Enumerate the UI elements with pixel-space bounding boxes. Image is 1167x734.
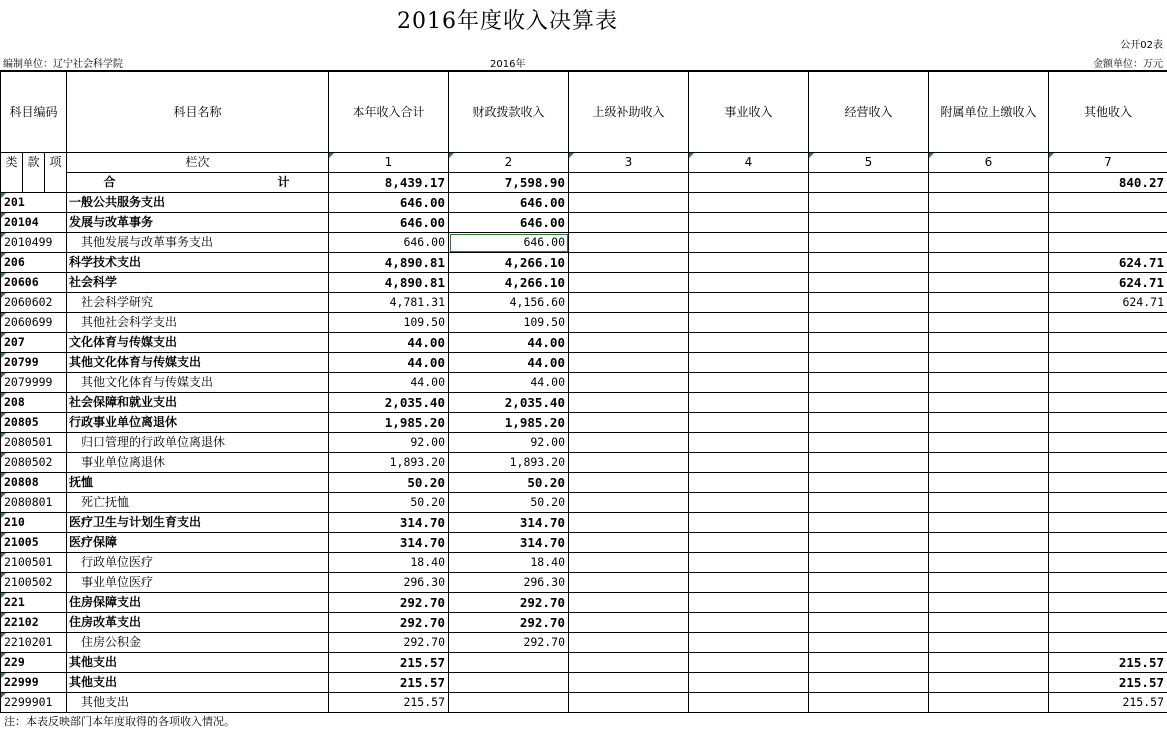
row-other[interactable] (1049, 393, 1167, 413)
total-amount: 8,439.17 (329, 173, 449, 193)
income-table (0, 70, 1167, 713)
table-row (1, 673, 1167, 693)
row-empty[interactable] (569, 273, 689, 293)
row-code[interactable]: 2010499 (1, 233, 67, 253)
row-empty[interactable] (929, 473, 1049, 493)
row-empty[interactable] (929, 333, 1049, 353)
row-other[interactable] (1049, 313, 1167, 333)
column-number-label: 栏次 (67, 153, 329, 173)
row-total[interactable]: 292.70 (329, 593, 449, 613)
row-empty[interactable] (929, 653, 1049, 673)
row-total[interactable]: 292.70 (329, 613, 449, 633)
row-name[interactable]: 归口管理的行政单位离退休 (67, 433, 329, 453)
row-code[interactable]: 2079999 (1, 373, 67, 393)
row-empty[interactable] (929, 413, 1049, 433)
header-row (1, 71, 1167, 153)
row-empty[interactable] (689, 473, 809, 493)
total-label-right: 计 (277, 175, 292, 189)
row-empty[interactable] (689, 193, 809, 213)
row-empty[interactable] (929, 393, 1049, 413)
row-empty[interactable] (809, 653, 929, 673)
row-empty[interactable] (929, 293, 1049, 313)
row-empty[interactable] (569, 493, 689, 513)
row-empty[interactable] (689, 633, 809, 653)
row-empty[interactable] (929, 193, 1049, 213)
row-empty[interactable] (689, 433, 809, 453)
row-code[interactable]: 22999 (1, 673, 67, 693)
row-total[interactable]: 4,781.31 (329, 293, 449, 313)
row-empty[interactable] (809, 193, 929, 213)
row-empty[interactable] (809, 533, 929, 553)
page-title: 2016年度收入决算表 (397, 9, 618, 34)
row-total[interactable]: 215.57 (329, 653, 449, 673)
row-empty[interactable] (689, 693, 809, 713)
row-name[interactable]: 其他发展与改革事务支出 (67, 233, 329, 253)
row-fiscal[interactable]: 1,985.20 (449, 413, 569, 433)
report-year: 2016年 (490, 59, 526, 70)
row-name[interactable]: 发展与改革事务 (67, 213, 329, 233)
row-empty[interactable] (809, 613, 929, 633)
row-empty[interactable] (689, 393, 809, 413)
total-label-left: 合 (103, 175, 118, 189)
row-fiscal[interactable]: 646.00 (449, 213, 569, 233)
row-other[interactable] (1049, 573, 1167, 593)
row-name[interactable]: 其他社会科学支出 (67, 313, 329, 333)
row-other[interactable] (1049, 353, 1167, 373)
row-empty[interactable] (809, 513, 929, 533)
row-empty[interactable] (569, 373, 689, 393)
row-name[interactable]: 住房保障支出 (67, 593, 329, 613)
row-other[interactable] (1049, 533, 1167, 553)
row-empty[interactable] (929, 233, 1049, 253)
row-other[interactable] (1049, 193, 1167, 213)
row-empty[interactable] (569, 573, 689, 593)
row-fiscal[interactable]: 44.00 (449, 353, 569, 373)
row-empty[interactable] (569, 293, 689, 313)
row-other[interactable]: 215.57 (1049, 693, 1167, 713)
row-empty[interactable] (809, 253, 929, 273)
row-name[interactable]: 社会科学研究 (67, 293, 329, 313)
row-total[interactable]: 44.00 (329, 373, 449, 393)
column-number-2: 2 (449, 153, 569, 173)
row-empty[interactable] (689, 673, 809, 693)
row-empty[interactable] (689, 413, 809, 433)
row-code[interactable]: 210 (1, 513, 67, 533)
row-empty[interactable] (809, 493, 929, 513)
row-code[interactable]: 229 (1, 653, 67, 673)
row-empty[interactable] (689, 253, 809, 273)
row-name[interactable]: 事业单位离退休 (67, 453, 329, 473)
row-name[interactable]: 住房改革支出 (67, 613, 329, 633)
table-row (1, 273, 1167, 293)
row-fiscal[interactable]: 50.20 (449, 493, 569, 513)
row-fiscal[interactable]: 50.20 (449, 473, 569, 493)
table-row (1, 473, 1167, 493)
row-total[interactable]: 314.70 (329, 533, 449, 553)
row-total[interactable]: 44.00 (329, 333, 449, 353)
row-fiscal[interactable]: 296.30 (449, 573, 569, 593)
row-empty[interactable] (809, 413, 929, 433)
row-total[interactable]: 296.30 (329, 573, 449, 593)
row-fiscal[interactable] (449, 673, 569, 693)
total-other: 840.27 (1049, 173, 1167, 193)
row-empty[interactable] (809, 673, 929, 693)
row-fiscal[interactable]: 646.00 (449, 193, 569, 213)
header-col-2: 财政拨款收入 (449, 71, 569, 153)
row-empty[interactable] (689, 533, 809, 553)
row-empty[interactable] (569, 653, 689, 673)
table-row (1, 393, 1167, 413)
row-empty[interactable] (929, 573, 1049, 593)
row-empty[interactable] (929, 673, 1049, 693)
row-name[interactable]: 文化体育与传媒支出 (67, 333, 329, 353)
row-name[interactable]: 医疗保障 (67, 533, 329, 553)
row-other[interactable]: 215.57 (1049, 673, 1167, 693)
table-row (1, 313, 1167, 333)
row-fiscal[interactable]: 18.40 (449, 553, 569, 573)
row-code[interactable]: 20808 (1, 473, 67, 493)
table-row (1, 333, 1167, 353)
row-total[interactable]: 109.50 (329, 313, 449, 333)
row-other[interactable] (1049, 593, 1167, 613)
row-code[interactable]: 2100501 (1, 553, 67, 573)
amount-unit: 金额单位：万元 (1093, 59, 1163, 70)
row-empty[interactable] (689, 553, 809, 573)
row-name[interactable]: 社会保障和就业支出 (67, 393, 329, 413)
row-name[interactable]: 抚恤 (67, 473, 329, 493)
row-other[interactable] (1049, 333, 1167, 353)
table-row (1, 293, 1167, 313)
table-row (1, 573, 1167, 593)
column-number-6: 6 (929, 153, 1049, 173)
row-other[interactable] (1049, 213, 1167, 233)
row-code[interactable]: 2080801 (1, 493, 67, 513)
row-name[interactable]: 行政单位医疗 (67, 553, 329, 573)
row-fiscal[interactable]: 2,035.40 (449, 393, 569, 413)
row-code[interactable]: 20799 (1, 353, 67, 373)
row-fiscal[interactable]: 292.70 (449, 633, 569, 653)
row-empty[interactable] (809, 393, 929, 413)
row-empty[interactable] (689, 293, 809, 313)
table-row (1, 193, 1167, 213)
row-code[interactable]: 2210201 (1, 633, 67, 653)
row-code[interactable]: 22102 (1, 613, 67, 633)
table-row (1, 593, 1167, 613)
row-fiscal[interactable]: 292.70 (449, 593, 569, 613)
row-total[interactable]: 50.20 (329, 493, 449, 513)
row-empty[interactable] (809, 353, 929, 373)
row-empty[interactable] (689, 313, 809, 333)
row-name[interactable]: 其他支出 (67, 653, 329, 673)
row-total[interactable]: 215.57 (329, 693, 449, 713)
column-number-7: 7 (1049, 153, 1167, 173)
row-total[interactable]: 646.00 (329, 233, 449, 253)
row-empty[interactable] (689, 333, 809, 353)
table-row (1, 253, 1167, 273)
row-name[interactable]: 科学技术支出 (67, 253, 329, 273)
code-sub-item: 项 (49, 155, 62, 169)
row-empty[interactable] (929, 613, 1049, 633)
column-number-4: 4 (689, 153, 809, 173)
row-empty[interactable] (929, 553, 1049, 573)
row-other[interactable]: 215.57 (1049, 653, 1167, 673)
row-empty[interactable] (569, 393, 689, 413)
table-row (1, 353, 1167, 373)
row-empty[interactable] (569, 593, 689, 613)
row-empty[interactable] (569, 673, 689, 693)
row-total[interactable]: 314.70 (329, 513, 449, 533)
row-fiscal[interactable]: 44.00 (449, 373, 569, 393)
table-row (1, 373, 1167, 393)
row-other[interactable] (1049, 433, 1167, 453)
table-row (1, 533, 1167, 553)
header-col-5: 经营收入 (809, 71, 929, 153)
row-other[interactable] (1049, 413, 1167, 433)
header-code: 科目编码 (1, 71, 67, 153)
row-fiscal[interactable]: 92.00 (449, 433, 569, 453)
row-empty[interactable] (809, 313, 929, 333)
column-number-row (1, 153, 1167, 173)
row-fiscal[interactable] (449, 653, 569, 673)
row-empty[interactable] (689, 353, 809, 373)
row-empty[interactable] (929, 433, 1049, 453)
row-fiscal[interactable]: 646.00 (449, 233, 569, 253)
row-name[interactable]: 行政事业单位离退休 (67, 413, 329, 433)
column-number-3: 3 (569, 153, 689, 173)
row-total[interactable]: 646.00 (329, 213, 449, 233)
row-other[interactable]: 624.71 (1049, 293, 1167, 313)
row-name[interactable]: 死亡抚恤 (67, 493, 329, 513)
table-row (1, 493, 1167, 513)
row-empty[interactable] (929, 213, 1049, 233)
row-name[interactable]: 其他支出 (67, 673, 329, 693)
row-total[interactable]: 4,890.81 (329, 273, 449, 293)
row-code[interactable]: 21005 (1, 533, 67, 553)
header-col-4: 事业收入 (689, 71, 809, 153)
row-fiscal[interactable]: 44.00 (449, 333, 569, 353)
compiling-unit: 编制单位：辽宁社会科学院 (3, 59, 123, 70)
row-total[interactable]: 292.70 (329, 633, 449, 653)
row-empty[interactable] (929, 633, 1049, 653)
row-empty[interactable] (809, 693, 929, 713)
row-total[interactable]: 92.00 (329, 433, 449, 453)
row-other[interactable] (1049, 633, 1167, 653)
row-code[interactable]: 2060699 (1, 313, 67, 333)
total-fiscal: 7,598.90 (449, 173, 569, 193)
row-empty[interactable] (929, 533, 1049, 553)
row-code[interactable]: 206 (1, 253, 67, 273)
row-code[interactable]: 201 (1, 193, 67, 213)
table-row (1, 233, 1167, 253)
row-fiscal[interactable] (449, 693, 569, 713)
row-empty[interactable] (689, 213, 809, 233)
row-empty[interactable] (929, 353, 1049, 373)
row-empty[interactable] (929, 493, 1049, 513)
row-empty[interactable] (929, 253, 1049, 273)
row-empty[interactable] (809, 453, 929, 473)
row-other[interactable] (1049, 473, 1167, 493)
row-empty[interactable] (569, 353, 689, 373)
row-empty[interactable] (689, 653, 809, 673)
row-name[interactable]: 医疗卫生与计划生育支出 (67, 513, 329, 533)
row-empty[interactable] (689, 493, 809, 513)
table-row (1, 613, 1167, 633)
row-empty[interactable] (809, 573, 929, 593)
row-name[interactable]: 其他文化体育与传媒支出 (67, 373, 329, 393)
row-empty[interactable] (809, 433, 929, 453)
row-empty[interactable] (689, 573, 809, 593)
total-label (67, 173, 329, 193)
row-total[interactable]: 50.20 (329, 473, 449, 493)
row-other[interactable] (1049, 453, 1167, 473)
row-empty[interactable] (809, 273, 929, 293)
table-row (1, 453, 1167, 473)
row-empty[interactable] (809, 333, 929, 353)
row-empty[interactable] (809, 213, 929, 233)
table-row (1, 413, 1167, 433)
row-empty[interactable] (929, 273, 1049, 293)
table-row (1, 433, 1167, 453)
row-other[interactable]: 624.71 (1049, 253, 1167, 273)
row-code[interactable]: 20606 (1, 273, 67, 293)
row-empty[interactable] (569, 553, 689, 573)
row-code[interactable]: 2080502 (1, 453, 67, 473)
row-empty[interactable] (689, 613, 809, 633)
row-fiscal[interactable]: 4,156.60 (449, 293, 569, 313)
row-code[interactable]: 20805 (1, 413, 67, 433)
row-empty[interactable] (569, 333, 689, 353)
row-fiscal[interactable]: 314.70 (449, 513, 569, 533)
row-code[interactable]: 2100502 (1, 573, 67, 593)
row-fiscal[interactable]: 4,266.10 (449, 253, 569, 273)
row-empty[interactable] (809, 553, 929, 573)
row-fiscal[interactable]: 109.50 (449, 313, 569, 333)
row-empty[interactable] (569, 613, 689, 633)
row-fiscal[interactable]: 4,266.10 (449, 273, 569, 293)
code-subheaders (1, 153, 67, 193)
form-number: 公开02表 (1120, 40, 1163, 51)
row-empty[interactable] (689, 373, 809, 393)
row-other[interactable]: 624.71 (1049, 273, 1167, 293)
row-empty[interactable] (689, 513, 809, 533)
row-empty[interactable] (929, 693, 1049, 713)
row-empty[interactable] (569, 233, 689, 253)
row-empty[interactable] (929, 453, 1049, 473)
row-empty[interactable] (569, 253, 689, 273)
footnote: 注：本表反映部门本年度取得的各项收入情况。 (4, 715, 235, 728)
code-sub-class: 类 (1, 153, 23, 192)
row-empty[interactable] (569, 693, 689, 713)
row-code[interactable]: 2060602 (1, 293, 67, 313)
row-name[interactable]: 社会科学 (67, 273, 329, 293)
code-sub-section: 款 (23, 153, 45, 192)
row-total[interactable]: 215.57 (329, 673, 449, 693)
row-other[interactable] (1049, 373, 1167, 393)
row-other[interactable] (1049, 233, 1167, 253)
row-empty[interactable] (809, 473, 929, 493)
row-other[interactable] (1049, 613, 1167, 633)
row-total[interactable]: 4,890.81 (329, 253, 449, 273)
row-total[interactable]: 1,893.20 (329, 453, 449, 473)
row-empty[interactable] (569, 433, 689, 453)
row-empty[interactable] (569, 213, 689, 233)
row-name[interactable]: 其他支出 (67, 693, 329, 713)
row-empty[interactable] (569, 513, 689, 533)
row-code[interactable]: 2299901 (1, 693, 67, 713)
row-total[interactable]: 44.00 (329, 353, 449, 373)
row-other[interactable] (1049, 513, 1167, 533)
column-number-1: 1 (329, 153, 449, 173)
row-other[interactable] (1049, 553, 1167, 573)
table-row (1, 653, 1167, 673)
header-col-3: 上级补助收入 (569, 71, 689, 153)
row-empty[interactable] (689, 593, 809, 613)
row-name[interactable]: 事业单位医疗 (67, 573, 329, 593)
table-row (1, 693, 1167, 713)
row-empty[interactable] (929, 373, 1049, 393)
row-empty[interactable] (809, 233, 929, 253)
header-col-1: 本年收入合计 (329, 71, 449, 153)
row-empty[interactable] (569, 193, 689, 213)
row-empty[interactable] (569, 413, 689, 433)
row-empty[interactable] (809, 293, 929, 313)
row-total[interactable]: 2,035.40 (329, 393, 449, 413)
row-empty[interactable] (569, 633, 689, 653)
table-row (1, 513, 1167, 533)
row-fiscal[interactable]: 1,893.20 (449, 453, 569, 473)
row-name[interactable]: 住房公积金 (67, 633, 329, 653)
row-empty[interactable] (569, 473, 689, 493)
row-code[interactable]: 221 (1, 593, 67, 613)
row-code[interactable]: 207 (1, 333, 67, 353)
row-total[interactable]: 1,985.20 (329, 413, 449, 433)
row-empty[interactable] (809, 593, 929, 613)
table-row (1, 213, 1167, 233)
row-empty[interactable] (809, 373, 929, 393)
row-empty[interactable] (929, 593, 1049, 613)
row-name[interactable]: 其他文化体育与传媒支出 (67, 353, 329, 373)
row-empty[interactable] (689, 233, 809, 253)
row-empty[interactable] (569, 533, 689, 553)
row-empty[interactable] (809, 633, 929, 653)
header-col-6: 附属单位上缴收入 (929, 71, 1049, 153)
column-number-5: 5 (809, 153, 929, 173)
row-other[interactable] (1049, 493, 1167, 513)
row-name[interactable]: 一般公共服务支出 (67, 193, 329, 213)
table-row (1, 633, 1167, 653)
table-row (1, 553, 1167, 573)
row-total[interactable]: 646.00 (329, 193, 449, 213)
header-name: 科目名称 (67, 71, 329, 153)
row-empty[interactable] (569, 453, 689, 473)
total-row (1, 173, 1167, 193)
row-empty[interactable] (569, 313, 689, 333)
row-empty[interactable] (689, 273, 809, 293)
row-code[interactable]: 208 (1, 393, 67, 413)
row-empty[interactable] (929, 513, 1049, 533)
header-col-7: 其他收入 (1049, 71, 1167, 153)
row-fiscal[interactable]: 292.70 (449, 613, 569, 633)
row-empty[interactable] (929, 313, 1049, 333)
row-fiscal[interactable]: 314.70 (449, 533, 569, 553)
row-code[interactable]: 20104 (1, 213, 67, 233)
row-code[interactable]: 2080501 (1, 433, 67, 453)
row-total[interactable]: 18.40 (329, 553, 449, 573)
row-empty[interactable] (689, 453, 809, 473)
